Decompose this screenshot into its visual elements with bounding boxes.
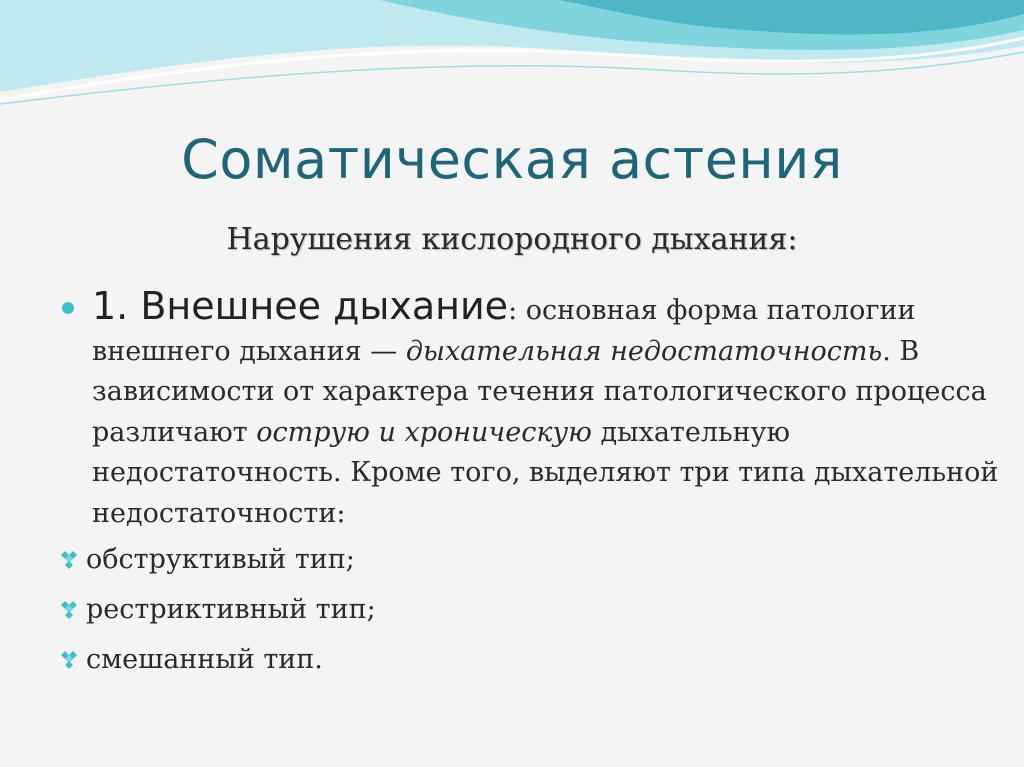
main-text-part-3: дыхательную недостаточность. Кроме того, выделяют три типа дыхательной недостаточности: bbox=[92, 416, 999, 529]
sub-bullet-label: смешанный тип. bbox=[86, 644, 323, 675]
main-bullet-item bbox=[62, 286, 1012, 534]
sub-bullet-list bbox=[56, 540, 1012, 680]
sub-bullet-item bbox=[56, 540, 1012, 580]
main-bullet-text bbox=[92, 286, 1012, 534]
sub-bullet-label: обструктивый тип; bbox=[86, 544, 355, 575]
main-text-part-2: . В зависимости от характера течения патологического процесса различают bbox=[92, 335, 987, 448]
main-text-emphasis-2: острую и хроническую bbox=[256, 416, 592, 448]
sub-bullet-label: рестриктивный тип; bbox=[86, 594, 376, 625]
slide-subtitle: Нарушения кислородного дыхания: bbox=[226, 222, 798, 257]
diamond-cluster-icon bbox=[56, 650, 86, 670]
main-text-part-1: : основная форма патологии внешнего дыхания — bbox=[92, 295, 916, 367]
main-bullet-lead: 1. Внешнее дыхание bbox=[92, 284, 509, 328]
sub-bullet-item bbox=[56, 590, 1012, 630]
slide-title: Соматическая астения bbox=[181, 128, 843, 191]
diamond-cluster-icon bbox=[56, 600, 86, 620]
sub-bullet-item bbox=[56, 640, 1012, 680]
slide-body bbox=[62, 286, 1012, 680]
main-text-emphasis-1: дыхательная недостаточность bbox=[405, 335, 883, 367]
circle-bullet-icon bbox=[62, 302, 74, 314]
diamond-cluster-icon bbox=[56, 550, 86, 570]
decorative-wave-header bbox=[0, 0, 1024, 110]
